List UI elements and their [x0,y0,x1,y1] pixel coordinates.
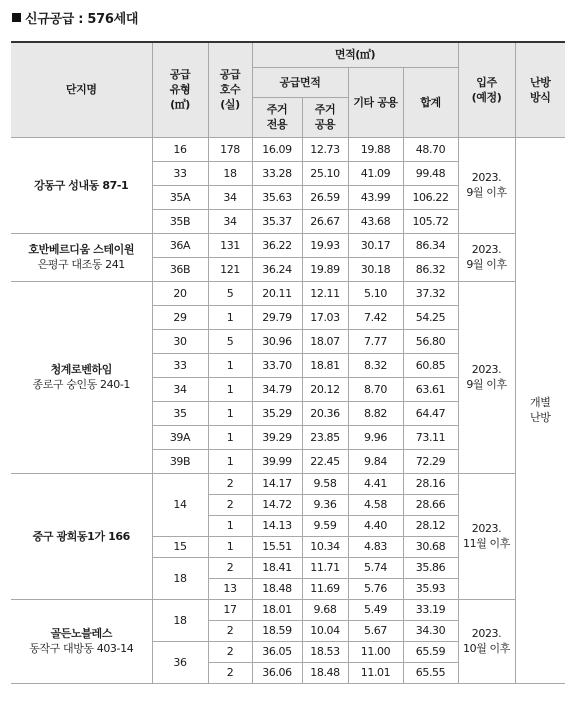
cell-type: 36 [152,641,208,683]
header-other-common: 기타 공용 [348,67,403,137]
cell-units: 17 [208,599,252,620]
cell-move-in: 2023. 11월 이후 [458,473,515,599]
cell-common: 22.45 [302,449,348,473]
cell-exclusive: 29.79 [252,305,302,329]
cell-other: 43.99 [348,185,403,209]
cell-common: 12.73 [302,137,348,161]
cell-common: 9.68 [302,599,348,620]
cell-exclusive: 16.09 [252,137,302,161]
cell-units: 2 [208,662,252,683]
cell-other: 4.83 [348,536,403,557]
cell-exclusive: 35.37 [252,209,302,233]
cell-exclusive: 18.48 [252,578,302,599]
cell-common: 18.48 [302,662,348,683]
cell-total: 56.80 [403,329,458,353]
cell-total: 105.72 [403,209,458,233]
cell-units: 18 [208,161,252,185]
complex-name-cell: 골든노블레스 동작구 대방동 403-14 [11,599,152,683]
cell-other: 8.82 [348,401,403,425]
cell-other: 9.84 [348,449,403,473]
header-complex: 단지명 [11,42,152,137]
cell-other: 8.70 [348,377,403,401]
cell-move-in: 2023. 9월 이후 [458,233,515,281]
cell-total: 65.59 [403,641,458,662]
cell-units: 1 [208,425,252,449]
cell-type: 34 [152,377,208,401]
cell-units: 2 [208,620,252,641]
header-common: 주거 공용 [302,97,348,137]
cell-exclusive: 20.11 [252,281,302,305]
cell-heating: 개별 난방 [515,137,565,683]
cell-other: 8.32 [348,353,403,377]
cell-other: 4.40 [348,515,403,536]
cell-other: 41.09 [348,161,403,185]
cell-common: 25.10 [302,161,348,185]
cell-exclusive: 36.06 [252,662,302,683]
cell-common: 23.85 [302,425,348,449]
cell-other: 4.41 [348,473,403,494]
cell-units: 1 [208,401,252,425]
cell-other: 5.74 [348,557,403,578]
cell-other: 5.49 [348,599,403,620]
cell-total: 28.66 [403,494,458,515]
cell-type: 15 [152,536,208,557]
cell-other: 4.58 [348,494,403,515]
cell-exclusive: 18.41 [252,557,302,578]
cell-units: 178 [208,137,252,161]
cell-common: 18.07 [302,329,348,353]
cell-type: 36A [152,233,208,257]
cell-exclusive: 39.99 [252,449,302,473]
cell-other: 5.76 [348,578,403,599]
cell-units: 34 [208,209,252,233]
header-area: 면적(㎡) [252,42,458,67]
cell-other: 11.01 [348,662,403,683]
cell-total: 35.86 [403,557,458,578]
cell-common: 20.12 [302,377,348,401]
cell-type: 35 [152,401,208,425]
cell-other: 7.42 [348,305,403,329]
cell-units: 5 [208,281,252,305]
cell-common: 17.03 [302,305,348,329]
cell-other: 19.88 [348,137,403,161]
cell-total: 64.47 [403,401,458,425]
cell-exclusive: 18.59 [252,620,302,641]
cell-type: 35A [152,185,208,209]
cell-exclusive: 36.05 [252,641,302,662]
cell-common: 9.36 [302,494,348,515]
cell-type: 16 [152,137,208,161]
complex-name-cell: 강동구 성내동 87-1 [11,137,152,233]
cell-total: 86.32 [403,257,458,281]
cell-other: 5.67 [348,620,403,641]
cell-total: 28.16 [403,473,458,494]
cell-units: 1 [208,536,252,557]
cell-type: 39A [152,425,208,449]
cell-exclusive: 36.22 [252,233,302,257]
cell-total: 30.68 [403,536,458,557]
cell-type: 14 [152,473,208,536]
cell-common: 26.67 [302,209,348,233]
cell-other: 7.77 [348,329,403,353]
cell-total: 54.25 [403,305,458,329]
cell-type: 36B [152,257,208,281]
header-supply-units: 공급 호수 (실) [208,42,252,137]
cell-type: 35B [152,209,208,233]
cell-exclusive: 35.63 [252,185,302,209]
cell-exclusive: 39.29 [252,425,302,449]
cell-exclusive: 36.24 [252,257,302,281]
cell-common: 9.59 [302,515,348,536]
cell-units: 1 [208,449,252,473]
cell-common: 19.93 [302,233,348,257]
cell-total: 63.61 [403,377,458,401]
cell-units: 1 [208,515,252,536]
cell-type: 33 [152,161,208,185]
cell-units: 1 [208,377,252,401]
cell-exclusive: 18.01 [252,599,302,620]
cell-total: 37.32 [403,281,458,305]
header-total: 합계 [403,67,458,137]
cell-common: 20.36 [302,401,348,425]
cell-type: 29 [152,305,208,329]
complex-name-cell: 호반베르디움 스테이원 은평구 대조동 241 [11,233,152,281]
cell-total: 72.29 [403,449,458,473]
cell-common: 18.53 [302,641,348,662]
cell-exclusive: 33.70 [252,353,302,377]
cell-type: 33 [152,353,208,377]
cell-exclusive: 30.96 [252,329,302,353]
header-move-in: 입주 (예정) [458,42,515,137]
page-title-text: 신규공급 : 576세대 [25,12,139,27]
cell-other: 5.10 [348,281,403,305]
cell-common: 26.59 [302,185,348,209]
supply-table [11,41,565,684]
cell-exclusive: 14.13 [252,515,302,536]
page-title [12,8,138,27]
cell-total: 86.34 [403,233,458,257]
complex-name-cell: 청계로벤하임 종로구 숭인동 240-1 [11,281,152,473]
cell-total: 48.70 [403,137,458,161]
complex-name-cell: 중구 광희동1가 166 [11,473,152,599]
cell-total: 34.30 [403,620,458,641]
cell-common: 9.58 [302,473,348,494]
cell-units: 2 [208,557,252,578]
cell-units: 1 [208,305,252,329]
cell-other: 30.17 [348,233,403,257]
cell-common: 19.89 [302,257,348,281]
cell-type: 20 [152,281,208,305]
cell-exclusive: 35.29 [252,401,302,425]
cell-other: 43.68 [348,209,403,233]
cell-other: 11.00 [348,641,403,662]
cell-common: 11.71 [302,557,348,578]
cell-units: 2 [208,473,252,494]
cell-units: 2 [208,641,252,662]
cell-common: 18.81 [302,353,348,377]
cell-exclusive: 15.51 [252,536,302,557]
header-supply-area: 공급면적 [252,67,348,97]
header-heating: 난방 방식 [515,42,565,137]
cell-exclusive: 34.79 [252,377,302,401]
cell-units: 34 [208,185,252,209]
cell-common: 12.11 [302,281,348,305]
cell-total: 33.19 [403,599,458,620]
cell-common: 11.69 [302,578,348,599]
cell-units: 121 [208,257,252,281]
cell-common: 10.04 [302,620,348,641]
header-exclusive: 주거 전용 [252,97,302,137]
cell-exclusive: 14.17 [252,473,302,494]
cell-total: 35.93 [403,578,458,599]
cell-total: 99.48 [403,161,458,185]
cell-units: 2 [208,494,252,515]
cell-units: 131 [208,233,252,257]
cell-total: 106.22 [403,185,458,209]
cell-move-in: 2023. 10월 이후 [458,599,515,683]
cell-other: 9.96 [348,425,403,449]
cell-type: 18 [152,599,208,641]
cell-exclusive: 14.72 [252,494,302,515]
cell-common: 10.34 [302,536,348,557]
cell-exclusive: 33.28 [252,161,302,185]
cell-type: 30 [152,329,208,353]
header-supply-type: 공급 유형 (㎡) [152,42,208,137]
cell-move-in: 2023. 9월 이후 [458,137,515,233]
cell-units: 13 [208,578,252,599]
cell-type: 18 [152,557,208,599]
cell-type: 39B [152,449,208,473]
cell-total: 60.85 [403,353,458,377]
cell-units: 5 [208,329,252,353]
cell-move-in: 2023. 9월 이후 [458,281,515,473]
cell-units: 1 [208,353,252,377]
cell-total: 28.12 [403,515,458,536]
cell-total: 65.55 [403,662,458,683]
cell-total: 73.11 [403,425,458,449]
cell-other: 30.18 [348,257,403,281]
square-bullet-icon [12,13,21,22]
